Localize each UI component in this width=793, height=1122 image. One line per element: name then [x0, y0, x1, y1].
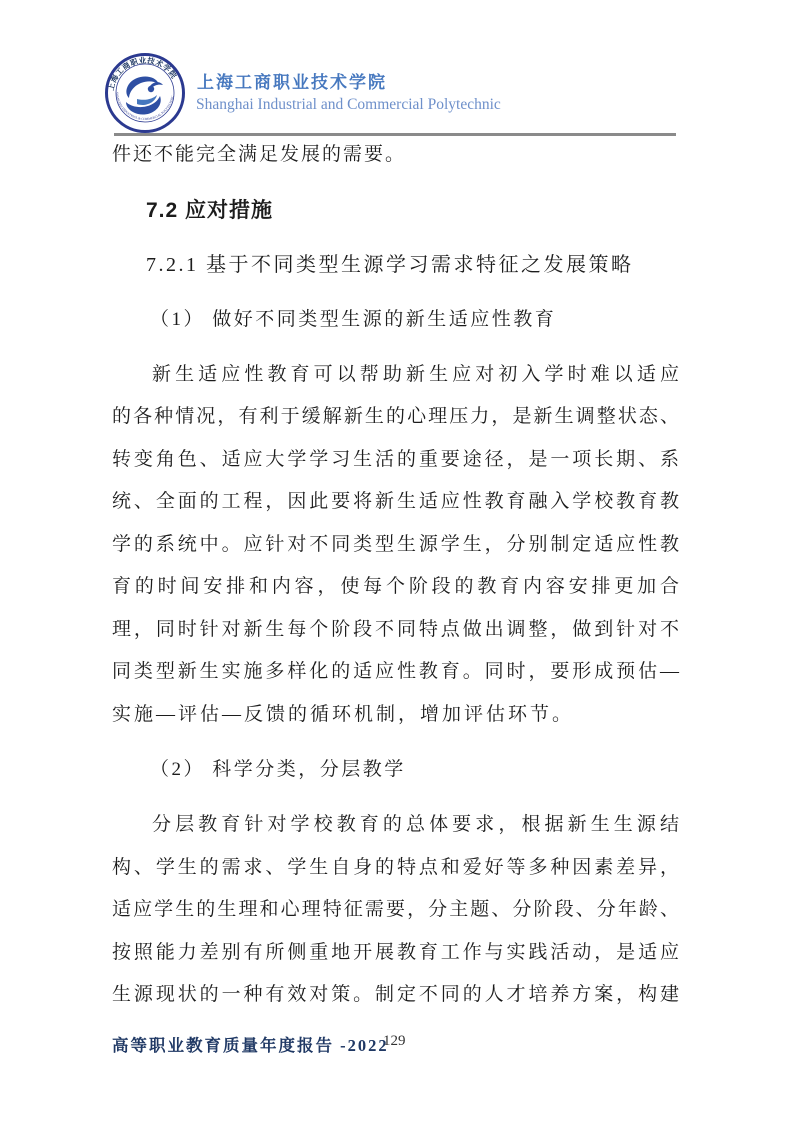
footer-report-title: 高等职业教育质量年度报告 -2022: [112, 1036, 389, 1055]
paragraph1-line: 的各种情况，有利于缓解新生的心理压力，是新生调整状态、: [112, 406, 679, 427]
paragraph1-line: 理，同时针对新生每个阶段不同特点做出调整，做到针对不: [112, 619, 679, 640]
paragraph1-line: 学的系统中。应针对不同类型生源学生，分别制定适应性教: [112, 534, 679, 555]
school-name-en: Shanghai Industrial and Commercial Polytechnic: [196, 96, 501, 113]
item2-heading: （2） 科学分类，分层教学: [150, 759, 406, 780]
svg-text:上海工商职业技术学院: 上海工商职业技术学院: [106, 55, 179, 92]
paragraph2-line: 按照能力差别有所侧重地开展教育工作与实践活动，是适应: [112, 942, 679, 963]
paragraph1-line: 实施—评估—反馈的循环机制，增加评估环节。: [112, 704, 575, 725]
item1-heading: （1） 做好不同类型生源的新生适应性教育: [150, 309, 557, 330]
paragraph1-line: 同类型新生实施多样化的适应性教育。同时，要形成预估—: [112, 661, 679, 682]
paragraph2-line: 分层教育针对学校教育的总体要求，根据新生生源结: [152, 814, 679, 835]
carryover-line: 件还不能完全满足发展的需要。: [112, 144, 407, 165]
paragraph1-line: 育的时间安排和内容，使每个阶段的教育内容安排更加合: [112, 576, 679, 597]
paragraph2-line: 生源现状的一种有效对策。制定不同的人才培养方案，构建: [112, 984, 679, 1005]
paragraph2-line: 适应学生的生理和心理特征需要，分主题、分阶段、分年龄、: [112, 899, 679, 920]
subsection-heading: 7.2.1 基于不同类型生源学习需求特征之发展策略: [146, 254, 634, 276]
page-number: 129: [383, 1033, 406, 1049]
svg-text:SHANGHAI INDUSTRIAL & COMMERCI: SHANGHAI INDUSTRIAL & COMMERCIAL POLYTECHNIC: [115, 91, 175, 122]
school-name-zh: 上海工商职业技术学院: [197, 73, 387, 92]
paragraph1-line: 新生适应性教育可以帮助新生应对初入学时难以适应: [152, 364, 679, 385]
section-heading: 7.2 应对措施: [146, 199, 274, 222]
school-logo-icon: [104, 52, 186, 134]
paragraph2-line: 构、学生的需求、学生自身的特点和爱好等多种因素差异，: [112, 857, 679, 878]
paragraph1-line: 统、全面的工程，因此要将新生适应性教育融入学校教育教: [112, 491, 679, 512]
paragraph1-line: 转变角色、适应大学学习生活的重要途径，是一项长期、系: [112, 449, 679, 470]
header-divider: [114, 133, 676, 136]
